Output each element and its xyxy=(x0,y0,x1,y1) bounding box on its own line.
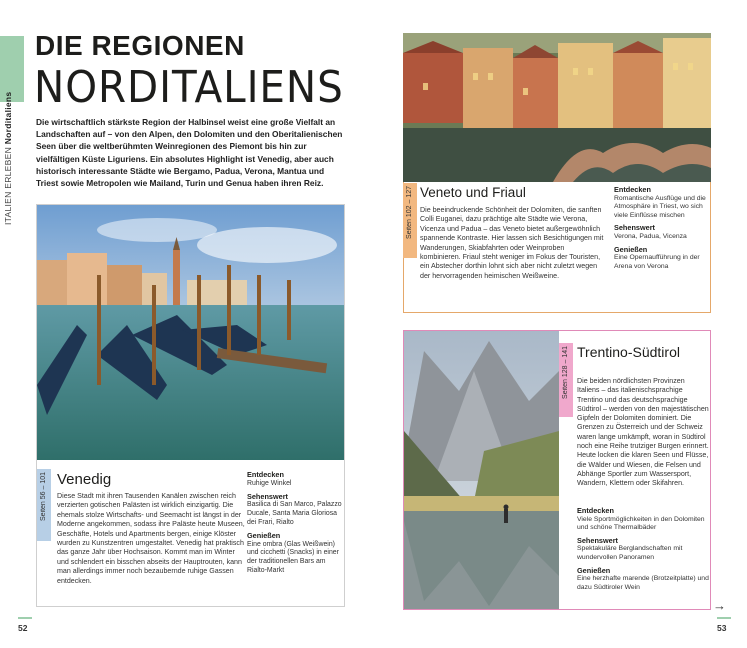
entdecken-text: Ruhige Winkel xyxy=(247,479,292,487)
veneto-title: Veneto und Friaul xyxy=(420,185,526,200)
geniessen-text: Eine Opernaufführung in der Arena von Verona xyxy=(614,254,700,270)
veneto-info xyxy=(614,186,710,271)
geniessen-heading: Genießen xyxy=(247,530,281,540)
next-page-arrow-icon[interactable]: → xyxy=(713,598,726,613)
venedig-page-range: Seiten 56 – 101 xyxy=(40,472,47,522)
sehenswert-text: Spektakuläre Berglandschaften mit wundervollen Panoramen xyxy=(577,545,683,561)
veneto-photo xyxy=(403,33,711,182)
venedig-title: Venedig xyxy=(57,471,112,488)
page-number-left: 52 xyxy=(18,623,28,633)
page-title-line1: DIE REGIONEN xyxy=(35,30,245,61)
section-side-label xyxy=(3,91,19,225)
trentino-card xyxy=(403,330,711,610)
geniessen-heading: Genießen xyxy=(577,565,611,575)
intro-paragraph: Die wirtschaftlich stärkste Region der Halbinsel weist eine große Vielfalt an Landschaften auf – von den Alpen, den Dolomiten und den Oberitalienischen Seen über die weltberühmten Weinregionen des Piemont bis hin zur vielfältigen Küste Liguriens. Ein absolutes Highlight ist Venedig, aber auch historisch interessante Städte wie Bergamo, Padua, Verona, Mantua und Triest sowie Metropolen wie Mailand, Turin und Genua haben ihren Reiz. xyxy=(36,117,343,189)
sehenswert-heading: Sehenswert xyxy=(614,223,655,233)
veneto-text: Die beeindruckende Schönheit der Dolomiten, die sanften Colli Euganei, dazu prächtige alte Städte wie Verona, Vicenza und Padua – das Veneto bietet außergewöhnlich spannende Kontraste. Hier lassen sich Besichtigungen mit Wanderungen, Skiabfahrten oder Weinproben kombinieren. Friaul steht weniger im Fokus der Touristen, ein Abstecher dorthin lohnt sich aber nicht zuletzt wegen der hervorragenden heimischen Weißweine. xyxy=(420,206,604,280)
footer-accent-right xyxy=(717,617,731,619)
entdecken-heading: Entdecken xyxy=(577,506,614,515)
side-topic: Norditaliens xyxy=(3,91,13,145)
entdecken-heading: Entdecken xyxy=(247,470,284,479)
entdecken-text: Romantische Ausflüge und die Atmosphäre in Triest, wo sich viele Einflüsse mischen xyxy=(614,194,706,219)
geniessen-heading: Genießen xyxy=(614,244,648,254)
geniessen-text: Eine ombra (Glas Weißwein) und cicchetti (Snacks) in einer der traditionellen Bars am Rialto-Markt xyxy=(247,540,339,574)
veneto-page-range: Seiten 102 – 127 xyxy=(406,186,413,239)
entdecken-heading: Entdecken xyxy=(614,185,651,194)
trentino-text: Die beiden nördlichsten Provinzen Italiens – das italienischsprachige Trentino und das deutschsprachige Südtirol – werden von den majestätischen Gipfeln der Dolomiten dominiert. Die Grenzen zu Österreich und der Schweiz waren lange umkämpft, woran in Südtirol noch eine Reihe trutziger Burgen erinnert. Heute locken die klaren Seen und Flüsse, die Wälder und Wiesen, die Felsen und Abhänge Sportler zum Wassersport, Wandern, Klettern oder Skifahren. xyxy=(577,377,709,488)
sehenswert-heading: Sehenswert xyxy=(577,535,618,545)
sehenswert-text: Verona, Padua, Vicenza xyxy=(614,232,687,240)
veneto-page-range-bar xyxy=(403,183,417,258)
geniessen-text: Eine herzhafte marende (Brotzeitplatte) und dazu Südtiroler Wein xyxy=(577,575,709,591)
venedig-card xyxy=(36,204,345,607)
sehenswert-heading: Sehenswert xyxy=(247,491,288,501)
trentino-info xyxy=(577,507,709,592)
footer-accent-left xyxy=(18,617,32,619)
sehenswert-text: Basilica di San Marco, Palazzo Ducale, Santa Maria Gloriosa dei Frari, Rialto xyxy=(247,501,342,526)
trentino-page-range-bar xyxy=(559,343,573,417)
trentino-page-range: Seiten 128 – 141 xyxy=(562,346,569,399)
side-section: ITALIEN ERLEBEN xyxy=(3,146,13,225)
entdecken-text: Viele Sportmöglichkeiten in den Dolomiten und schöne Thermalbäder xyxy=(577,515,705,532)
page-number-right: 53 xyxy=(717,623,727,633)
venedig-info xyxy=(247,471,345,576)
venedig-text: Diese Stadt mit ihren Tausenden Kanälen zwischen reich verzierten gotischen Palästen ist wirklich einzigartig. Die ehemals stolze Wirtschafts- und Seemacht ist längst in der Moderne angekommen, sodass ihre Paläste heute Museen, Geschäfte, Hotels und Apartments bergen, einige Klöster wurden zu Kunstzentren umgestaltet. Venedig hat praktisch das ganze Jahr über Hochsaison. Kommt man im Winter und schlendert ein bisschen abseits der Hauptrouten, kann man allerdings immer noch bezaubernde ruhige Gassen entdecken. xyxy=(57,492,245,585)
page-title-line2: NORDITALIENS xyxy=(34,62,344,113)
venedig-photo xyxy=(37,205,344,460)
trentino-title: Trentino-Südtirol xyxy=(577,344,680,360)
trentino-photo xyxy=(404,331,559,609)
venedig-page-range-bar xyxy=(37,469,51,541)
